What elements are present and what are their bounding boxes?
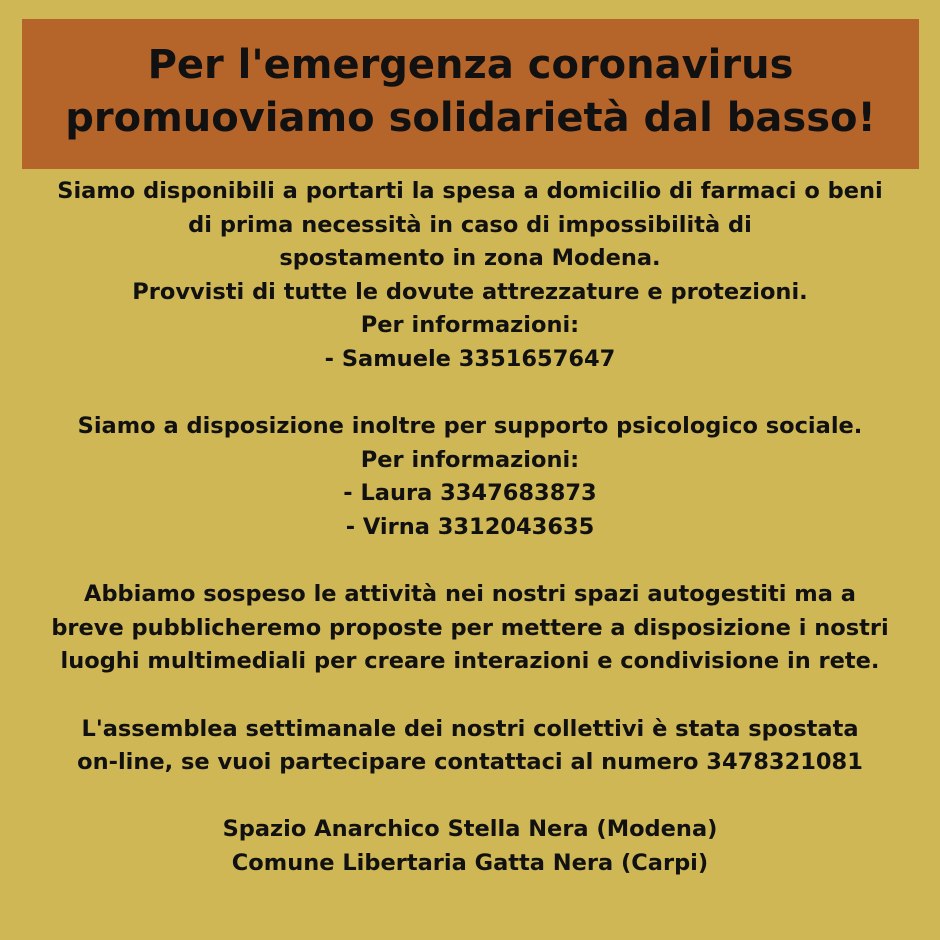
activities-line: breve pubblicheremo proposte per mettere a disposizione i nostri <box>51 614 889 641</box>
signature-line: Comune Libertaria Gatta Nera (Carpi) <box>231 849 709 876</box>
section-spacer <box>0 679 940 713</box>
assembly-section <box>0 713 940 780</box>
delivery-line: Siamo disponibili a portarti la spesa a domicilio di farmaci o beni <box>57 178 883 204</box>
section-spacer <box>0 545 940 579</box>
support-contact: - Laura 3347683873 <box>343 480 597 507</box>
header-title-line-1: Per l'emergenza coronavirus <box>147 42 794 88</box>
section-spacer <box>0 780 940 814</box>
poster-body <box>0 175 940 880</box>
delivery-info-label: Per informazioni: <box>360 312 580 339</box>
delivery-line: di prima necessità in caso di impossibilità di <box>188 211 752 238</box>
support-line: Siamo a disposizione inoltre per supporto psicologico sociale. <box>77 413 863 440</box>
support-info-label: Per informazioni: <box>360 446 580 473</box>
header-title-line-2: promuoviamo solidarietà dal basso! <box>65 95 876 141</box>
activities-section <box>0 578 940 679</box>
activities-line: luoghi multimediali per creare interazioni e condivisione in rete. <box>60 648 880 675</box>
assembly-line: L'assemblea settimanale dei nostri collettivi è stata spostata <box>81 715 859 742</box>
header-banner <box>22 19 919 169</box>
section-spacer <box>0 377 940 411</box>
signatures-section <box>0 813 940 880</box>
assembly-line: on-line, se vuoi partecipare contattaci al numero 3478321081 <box>77 749 863 776</box>
delivery-contact: - Samuele 3351657647 <box>324 345 616 372</box>
signature-line: Spazio Anarchico Stella Nera (Modena) <box>222 816 718 843</box>
delivery-line: Provvisti di tutte le dovute attrezzature e protezioni. <box>132 278 808 305</box>
activities-line: Abbiamo sospeso le attività nei nostri spazi autogestiti ma a <box>84 581 856 608</box>
support-contact: - Virna 3312043635 <box>345 513 595 540</box>
support-section <box>0 410 940 544</box>
delivery-line: spostamento in zona Modena. <box>279 245 661 272</box>
delivery-section <box>0 175 940 377</box>
